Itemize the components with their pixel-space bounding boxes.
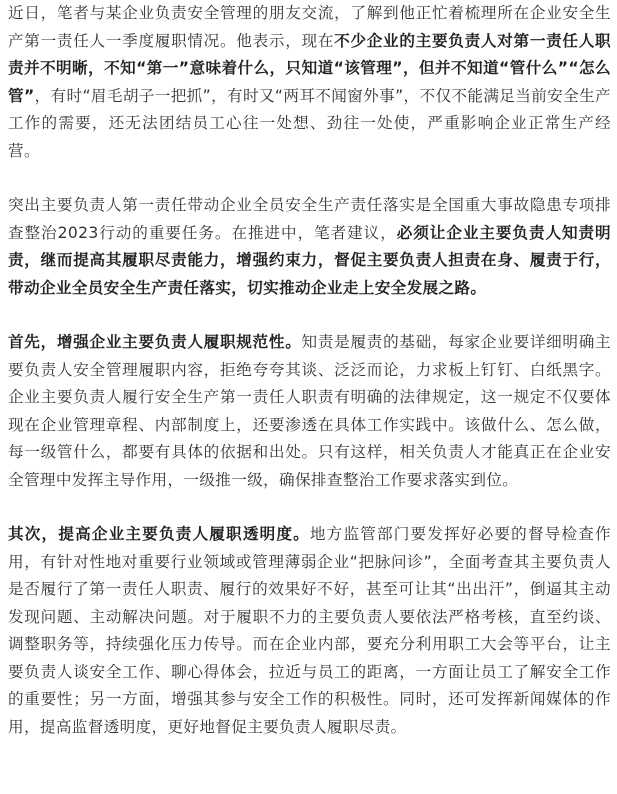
text-segment: 知责是履责的基础，每家企业要详细明确主要负责人安全管理履职内容，拒绝夸夸其谈、泛泛而论，力求板上钉钉、白纸黑字。企业主要负责人履行安全生产第一责任人职责有明确的法律规定，这一规定不仅要体现在企业管理章程、内部制度上，还要渗透在具体工作实践中。该做什么、怎么做，每一级管什么，都要有具体的依据和出处。只有这样，相关负责人才能真正在企业安全管理中发挥主导作用，一级推一级，确保排查整治工作要求落实到位。	[8, 333, 611, 489]
text-segment: 突出主要负责人第一责任带动企业全员安全生产责任落实是全国重大事故隐患专项排查整治2023行动的重要任务。在推进中，笔者建议，	[8, 196, 611, 242]
text-segment: 近日，笔者与某企业负责安全管理的朋友交流，了解到他正忙着梳理所在企业安全生产第一责任人一季度履职情况。他表示，现在	[8, 4, 611, 50]
paragraph-first-point	[8, 329, 611, 494]
bold-text-segment: 必须让企业主要负责人知责明责，继而提高其履职尽责能力，增强约束力，督促主要负责人担责在身、履责于行，带动企业全员安全生产责任落实，切实推动企业走上安全发展之路。	[8, 223, 611, 297]
point-heading: 首先，增强企业主要负责人履职规范性。	[8, 333, 302, 351]
paragraph-intro	[8, 0, 611, 165]
paragraph-second-point	[8, 521, 611, 741]
text-segment: 地方监管部门要发挥好必要的督导检查作用，有针对性地对重要行业领域或管理薄弱企业“把脉问诊”，全面考查其主要负责人是否履行了第一责任人职责、履行的效果好不好，甚至可让其“出出汗”，倒逼其主动发现问题、主动解决问题。对于履职不力的主要负责人要依法严格考核，直至约谈、调整职务等，持续强化压力传导。而在企业内部，要充分利用职工大会等平台，让主要负责人谈安全工作、聊心得体会，拉近与员工的距离，一方面让员工了解安全工作的重要性；另一方面，增强其参与安全工作的积极性。同时，还可发挥新闻媒体的作用，提高监督透明度，更好地督促主要负责人履职尽责。	[8, 525, 611, 736]
paragraph-suggestion	[8, 192, 611, 302]
point-heading: 其次，提高企业主要负责人履职透明度。	[8, 525, 310, 543]
bold-text-segment: 不少企业的主要负责人对第一责任人职责并不明晰，不知“第一”意味着什么，只知道“该管理”，但并不知道“管什么”“怎么管”	[8, 31, 611, 105]
text-segment: ，有时“眉毛胡子一把抓”，有时又“两耳不闻窗外事”，不仅不能满足当前安全生产工作的需要，还无法团结员工心往一处想、劲往一处使，严重影响企业正常生产经营。	[8, 86, 611, 160]
